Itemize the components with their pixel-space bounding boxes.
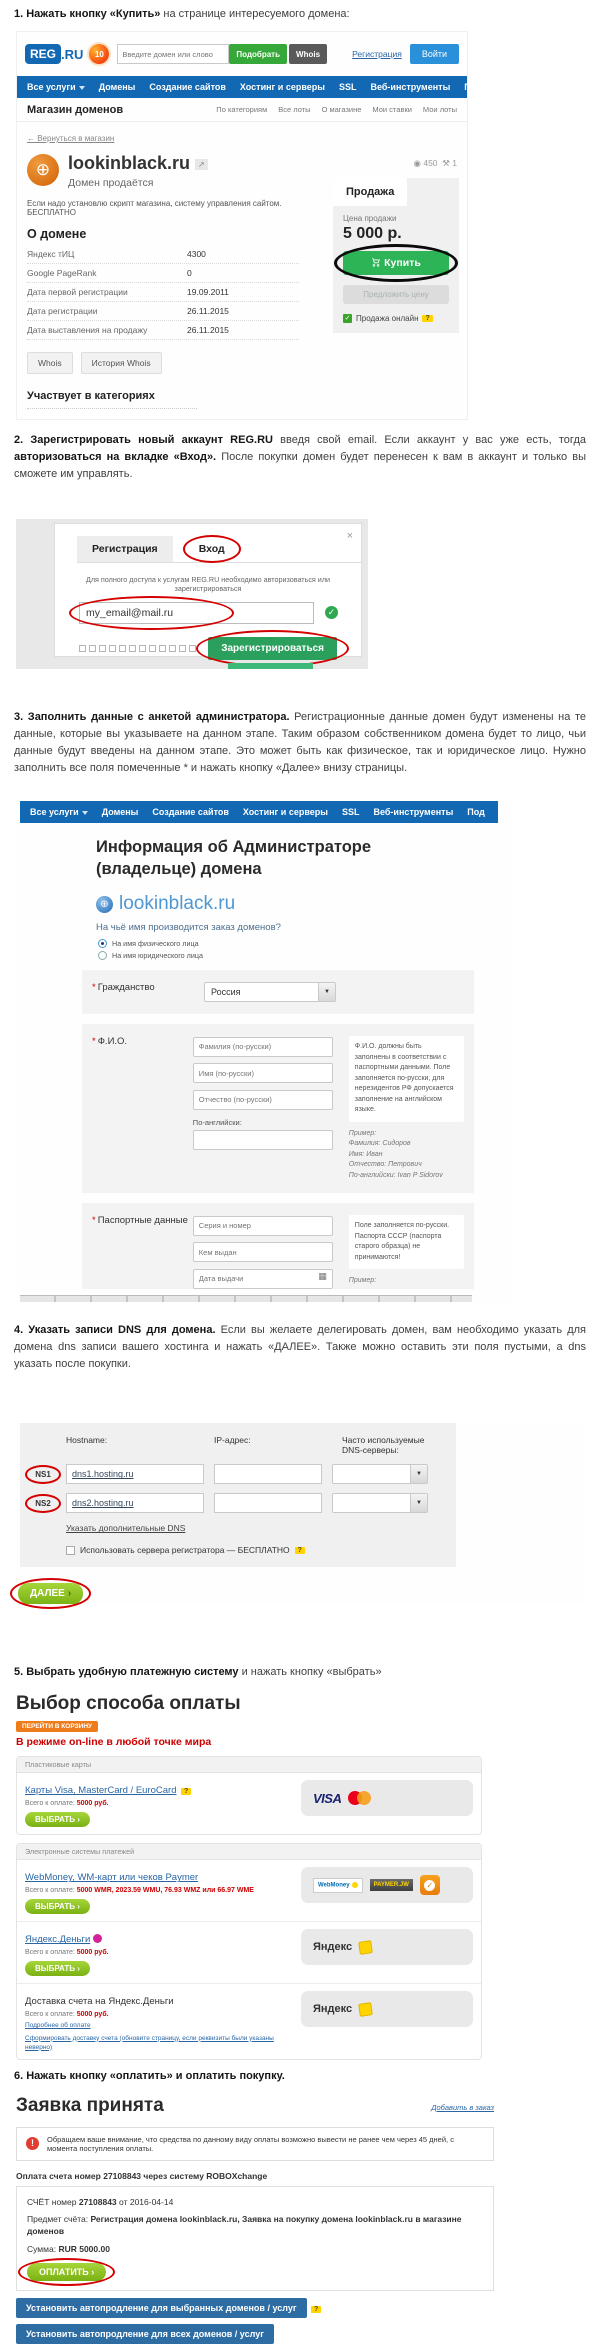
calendar-icon[interactable]: ▦	[318, 1271, 327, 1282]
form-domain: lookinblack.ru	[119, 893, 236, 915]
amount-value: 5000 руб.	[76, 1800, 109, 1808]
payment-row-webmoney: WebMoney, WM-карт или чеков Paymer Всего к оплате: 5000 WMR, 2023.59 WMU, 76.93 WMZ или 66.97 WME ВЫБРАТЬ › WebMoney PAYMER.JW ✓	[17, 1860, 481, 1921]
radio-person[interactable]	[98, 939, 107, 948]
next-button[interactable]: ДАЛЕЕ ›	[18, 1583, 83, 1604]
tab-login[interactable]: Вход	[199, 543, 225, 555]
back-to-store-link[interactable]: ← Вернуться в магазин	[27, 134, 115, 144]
fio-example: Пример: Фамилия: Сидоров Имя: Иван Отчество: Петрович По-английски: Ivan P Sidorov	[348, 1129, 443, 1179]
yandex-logo: Яндекс	[313, 2003, 353, 2016]
request-accepted-title: Заявка принята	[16, 2094, 164, 2116]
anniversary-badge-icon: 10	[89, 44, 109, 64]
page-behind-dialog	[228, 663, 313, 669]
whois-button[interactable]: Whois	[289, 44, 327, 64]
ns2-ip-input[interactable]	[214, 1493, 322, 1513]
ns1-common-dns-select[interactable]	[332, 1464, 428, 1484]
payment-system-line: Оплата счета номер 27108843 через систему ROBOXchange	[16, 2170, 268, 2181]
autorenew-all-button[interactable]: Установить автопродление для всех доменов / услуг	[16, 2324, 274, 2344]
store-subnav	[17, 98, 467, 122]
add-to-order-link[interactable]: Добавить в заказ	[431, 2102, 494, 2112]
fio-help-text: Ф.И.О. должны быть заполнены в соответствии с паспортными данными. Поле заполняется по-русски, для нерезидентов РФ допускается заполнение на английском языке.	[349, 1036, 464, 1122]
step-5-text: 5. Выбрать удобную платежную систему и нажать кнопку «выбрать»	[14, 1666, 382, 1679]
mastercard-logo	[348, 1791, 372, 1806]
payment-row-visa: Карты Visa, MasterCard / EuroCard ? Всего к оплате: 5000 руб. ВЫБРАТЬ › VISA	[17, 1773, 481, 1834]
dns-form-screenshot	[16, 1423, 586, 1604]
invoice-delivery-link[interactable]: Сформировать доставку счета (обновите страницу, если реквизиты были указаны неверно)	[25, 2034, 274, 2051]
radio-company-label: На имя юридического лица	[112, 951, 203, 961]
ns2-hostname-input[interactable]	[66, 1493, 204, 1513]
alert-icon: !	[26, 2137, 39, 2150]
yandex-badge-icon	[358, 1940, 373, 1955]
visa-method-link[interactable]: Карты Visa, MasterCard / EuroCard	[25, 1785, 177, 1797]
step-1-bold: 1. Нажать кнопку «Купить»	[14, 8, 161, 20]
ns1-label: NS1	[30, 1470, 56, 1479]
regru-logo[interactable]	[25, 44, 109, 64]
help-icon[interactable]: ?	[181, 1788, 191, 1795]
card-logos	[301, 1780, 473, 1816]
valid-check-icon: ✓	[325, 606, 338, 619]
table-row: Google PageRank 0	[27, 264, 299, 283]
close-icon[interactable]: ×	[346, 530, 353, 543]
chevron-down-icon: ▼	[410, 1494, 427, 1512]
table-row: Дата выставления на продажу 26.11.2015	[27, 321, 299, 340]
sum-label: Сумма:	[27, 2243, 57, 2254]
offer-price-button[interactable]: Предложить цену	[343, 285, 449, 304]
firstname-field[interactable]	[193, 1063, 333, 1083]
citizenship-label: Гражданство	[97, 982, 155, 994]
middlename-field[interactable]	[193, 1090, 333, 1110]
fio-section: * Ф.И.О. Фамилия (по-русски) Имя (по-русски) Отчество (по-русски) По-английски: Ф.И.О. должны быть заполнены в соответствии с паспортными данными. Поле заполняется по-русски, для нерезидентов РФ допускается заполнение на английском языке. Пример: Фамилия: Сидоров Имя: Иван Отчество: Петрович По-английски: Ivan P Sidorov	[82, 1024, 474, 1193]
price-value: 5 000 р.	[343, 225, 402, 243]
webmoney-method-link[interactable]: WebMoney, WM-карт или чеков Paymer	[25, 1872, 199, 1884]
categories-title: Участвует в категориях	[27, 390, 197, 409]
views-icon: ◉	[413, 158, 421, 169]
sale-tab[interactable]: Продажа	[333, 178, 407, 206]
cards-group-header: Пластиковые карты	[17, 1757, 481, 1773]
step-1-text: 1. Нажать кнопку «Купить» на странице интересуемого домена:	[14, 8, 350, 20]
ns2-common-dns-select[interactable]	[332, 1493, 428, 1513]
domain-search-input[interactable]	[117, 44, 229, 64]
store-title: Магазин доменов	[27, 103, 124, 116]
nav-support[interactable]: Поддержка	[464, 82, 514, 93]
social-login-icons[interactable]	[79, 645, 196, 652]
external-link-icon[interactable]: ↗	[195, 159, 208, 170]
nav-site-building[interactable]: Создание сайтов	[149, 82, 226, 93]
domain-title: lookinblack.ru	[68, 153, 191, 174]
chevron-down-icon: ▼	[410, 1465, 427, 1483]
passport-example: Пример:	[348, 1277, 377, 1285]
ns1-hostname-input[interactable]	[66, 1464, 204, 1484]
secure-badge-icon: ✓	[420, 1875, 440, 1895]
logo-ru: .RU	[61, 46, 84, 62]
chevron-down-icon	[82, 811, 88, 815]
order-name-question: На чьё имя производится заказ доменов?	[96, 922, 281, 934]
amount-value: 5000 руб.	[76, 1949, 109, 1957]
eps-group-header: Электронные системы платежей	[17, 1844, 481, 1860]
help-icon[interactable]: ?	[311, 2306, 321, 2313]
subnav-my-lots[interactable]: Мои лоты	[422, 105, 457, 115]
globe-icon: ⊕	[96, 896, 113, 913]
warning-box	[16, 2127, 494, 2161]
subject-label: Предмет счёта:	[27, 2214, 89, 2225]
ip-column-header: IP-адрес:	[214, 1435, 251, 1446]
payment-method-screenshot	[16, 1693, 482, 2059]
online-note: В режиме on-line в любой точке мира	[16, 1736, 212, 1749]
login-button[interactable]: Войти	[410, 44, 459, 64]
citizenship-select[interactable]: Россия ▼	[204, 982, 336, 1002]
whois-history-button[interactable]: История Whois	[81, 352, 162, 374]
check-icon: ✓	[344, 315, 351, 323]
subnav-my-bids[interactable]: Мои ставки	[372, 105, 412, 115]
registration-dialog-screenshot	[16, 519, 368, 669]
paymer-logo: PAYMER.JW	[370, 1879, 413, 1891]
nav-domains[interactable]: Домены	[101, 807, 139, 818]
passport-help-text: Поле заполняется по-русски. Паспорта СССР (паспорта старого образца) не принимаются!	[349, 1215, 464, 1269]
taskbar-strip	[20, 1295, 472, 1302]
about-domain-title: О домене	[27, 227, 87, 242]
citizenship-section: * Гражданство Россия ▼	[82, 970, 474, 1014]
regru-domain-page-screenshot	[16, 31, 514, 420]
amount-value: 5000 WMR, 2023.59 WMU, 76.93 WMZ или 66.97 WME	[76, 1887, 254, 1895]
yandex-money-icon	[93, 1934, 102, 1943]
domain-status: Домен продаётся	[68, 177, 154, 190]
main-nav	[20, 801, 498, 823]
help-icon[interactable]: ?	[422, 315, 432, 322]
sale-sidebar	[333, 178, 459, 333]
invoice-number: 27108843	[78, 2196, 117, 2207]
warning-text: Обращаем ваше внимание, что средства по данному виду оплаты возможно вывести не ранее чем через 45 дней, с момента поступления оплаты.	[47, 2134, 454, 2153]
email-field[interactable]	[79, 602, 314, 624]
chevron-down-icon	[79, 86, 85, 90]
english-name-field[interactable]	[193, 1130, 333, 1150]
arrow-icon: ›	[67, 1588, 72, 1600]
pay-button[interactable]: ОПЛАТИТЬ ›	[27, 2263, 106, 2281]
subnav-by-categories[interactable]: По категориям	[216, 105, 268, 115]
go-to-cart-button[interactable]: ПЕРЕЙТИ В КОРЗИНУ	[16, 1721, 98, 1732]
subnav-all-lots[interactable]: Все лоты	[278, 105, 311, 115]
registrar-dns-checkbox[interactable]	[66, 1546, 75, 1555]
help-icon[interactable]: ?	[295, 1547, 305, 1554]
domain-globe-icon: ⊕	[27, 154, 59, 186]
online-sale-label: Продажа онлайн	[356, 314, 419, 324]
register-button[interactable]: Зарегистрироваться	[208, 637, 337, 660]
radio-company[interactable]	[98, 951, 107, 960]
payment-row-yandex: Яндекс.Деньги Всего к оплате: 5000 руб. ВЫБРАТЬ › Яндекс	[17, 1921, 481, 1983]
lastname-field[interactable]	[193, 1037, 333, 1057]
invoice-screenshot	[16, 2095, 494, 2344]
search-submit-button[interactable]: Подобрать	[229, 44, 287, 64]
select-button[interactable]: ВЫБРАТЬ ›	[25, 1961, 90, 1976]
subnav-about-store[interactable]: О магазине	[321, 105, 362, 115]
views-count: 450	[423, 158, 438, 169]
nav-support-truncated[interactable]: Под	[467, 807, 485, 818]
ns1-ip-input[interactable]	[214, 1464, 322, 1484]
nav-all-services[interactable]: Все услуги	[30, 807, 88, 817]
buy-button[interactable]: Купить	[343, 251, 449, 275]
yandex-logos	[301, 1991, 473, 2027]
step-4-text: 4. Указать записи DNS для домена. Если вы желаете делегировать домен, вам необходимо указать для домена dns записи вашего хостинга и нажать «ДАЛЕЕ». Также можно оставить эти поля пустыми, а dns указать после покупки.	[14, 1324, 586, 1371]
nav-hosting[interactable]: Хостинг и серверы	[239, 82, 325, 93]
eps-group	[16, 1843, 482, 2059]
radio-person-label: На имя физического лица	[112, 939, 199, 949]
nav-ssl[interactable]: SSL	[338, 82, 357, 93]
step-6-text: 6. Нажать кнопку «оплатить» и оплатить покупку.	[14, 2069, 285, 2082]
price-label: Цена продажи	[343, 214, 397, 224]
common-dns-column-header: Часто используемые DNS-серверы:	[342, 1435, 425, 1456]
form-title: Информация об Администраторе (владельце) домена	[96, 838, 372, 878]
nav-all-services[interactable]: Все услуги	[27, 82, 85, 92]
amount-value: 5000 руб.	[76, 2011, 109, 2019]
visa-logo: VISA	[313, 1790, 342, 1806]
passport-label: Паспортные данные	[97, 1215, 188, 1227]
english-label: По-английски:	[192, 1117, 242, 1127]
additional-dns-link[interactable]: Указать дополнительные DNS	[66, 1523, 186, 1534]
step-3-text: 3. Заполнить данные с анкетой администратора. Регистрационные данные домен будут изменены на те данные, которые вы указываете на данном этапе. Таким образом собственником домена будет то лицо, чьи данные будут введены на данном этапе. Это может быть как физическое, так и юридическое лицо. Нужно заполнить все поля помеченные * и нажать кнопку «Далее» внизу страницы.	[14, 711, 586, 775]
webmoney-logos	[301, 1867, 473, 1903]
nav-domains[interactable]: Домены	[98, 82, 136, 93]
hostname-column-header: Hostname:	[66, 1435, 108, 1446]
bids-count: 1	[452, 158, 457, 169]
payment-details-link[interactable]: Подробнее об оплате	[25, 2022, 91, 2030]
yandex-badge-icon	[358, 2002, 373, 2017]
ns2-label: NS2	[30, 1499, 56, 1508]
table-row: Дата первой регистрации 19.09.2011	[27, 283, 299, 302]
dns-box	[20, 1423, 456, 1567]
auth-dialog	[54, 523, 362, 657]
subject-value: Регистрация домена lookinblack.ru, Заявка на покупку домена lookinblack.ru в магазине доменов	[27, 2214, 462, 2237]
chevron-down-icon: ▼	[318, 983, 335, 1001]
nav-web-tools[interactable]: Веб-инструменты	[373, 807, 454, 818]
logo-reg: REG	[25, 44, 61, 64]
sum-value: RUR 5000.00	[58, 2243, 110, 2254]
step-2-text: 2. Зарегистрировать новый аккаунт REG.RU введя свой email. Если аккаунт у вас уже есть, тогда авторизоваться на вкладке «Вход». После покупки домен будет перенесен к вам в аккаунт и только вы сможете им управлять.	[14, 434, 586, 481]
payment-row-yandex-invoice: Доставка счета на Яндекс.Деньги Всего к оплате: 5000 руб. Подробнее об оплате Сформировать доставку счета (обновите страницу, если реквизиты были указаны неверно) Яндекс	[17, 1983, 481, 2058]
nav-web-tools[interactable]: Веб-инструменты	[370, 82, 451, 93]
table-row: Дата регистрации 26.11.2015	[27, 302, 299, 321]
registrar-dns-label: Использовать сервера регистратора — БЕСПЛАТНО	[80, 1545, 290, 1556]
nav-hosting[interactable]: Хостинг и серверы	[242, 807, 328, 818]
cart-icon	[371, 257, 381, 267]
whois-info-button[interactable]: Whois	[27, 352, 73, 374]
nav-ssl[interactable]: SSL	[341, 807, 360, 818]
tab-registration[interactable]: Регистрация	[77, 536, 173, 562]
register-link[interactable]: Регистрация	[352, 49, 402, 60]
main-nav	[17, 76, 514, 98]
bids-icon: ⚒	[442, 158, 450, 169]
admin-form-screenshot	[16, 801, 512, 1302]
yandex-invoice-method: Доставка счета на Яндекс.Деньги	[25, 1996, 174, 2008]
autorenew-selected-button[interactable]: Установить автопродление для выбранных доменов / услуг	[16, 2298, 307, 2318]
payment-title: Выбор способа оплаты	[16, 1693, 241, 1715]
passport-section: * Паспортные данные Серия и номер Кем выдан Дата выдачи ▦ Поле заполняется по-русски. Паспорта СССР (паспорта старого образца) не принимаются! Пример:	[82, 1203, 474, 1289]
invoice-box: СЧЁТ номер 27108843 от 2016-04-14 Предмет счёта: Регистрация домена lookinblack.ru, Заявка на покупку домена lookinblack.ru в магазине доменов Сумма: RUR 5000.00 ОПЛАТИТЬ ›	[16, 2186, 494, 2291]
fio-label: Ф.И.О.	[97, 1036, 128, 1048]
select-button[interactable]: ВЫБРАТЬ ›	[25, 1899, 90, 1914]
cards-group	[16, 1756, 482, 1835]
about-domain-table	[27, 245, 299, 340]
nav-site-building[interactable]: Создание сайтов	[152, 807, 229, 818]
seller-promo-text: Если надо установлю скрипт магазина, систему управления сайтом. БЕСПЛАТНО	[27, 199, 282, 218]
yandex-logo: Яндекс	[313, 1941, 353, 1954]
passport-date-field[interactable]	[193, 1269, 333, 1289]
auth-note: Для полного доступа к услугам REG.RU необходимо авторизоваться или зарегистрироваться	[85, 575, 331, 594]
passport-issuer-field[interactable]	[193, 1242, 333, 1262]
yandex-money-method-link[interactable]: Яндекс.Деньги	[25, 1934, 91, 1946]
webmoney-logo: WebMoney	[313, 1878, 363, 1893]
table-row: Яндекс тИЦ 4300	[27, 245, 299, 264]
yandex-logos	[301, 1929, 473, 1965]
site-header	[17, 32, 467, 76]
lot-stats	[414, 154, 457, 169]
select-button[interactable]: ВЫБРАТЬ ›	[25, 1812, 90, 1827]
passport-series-field[interactable]	[193, 1216, 333, 1236]
